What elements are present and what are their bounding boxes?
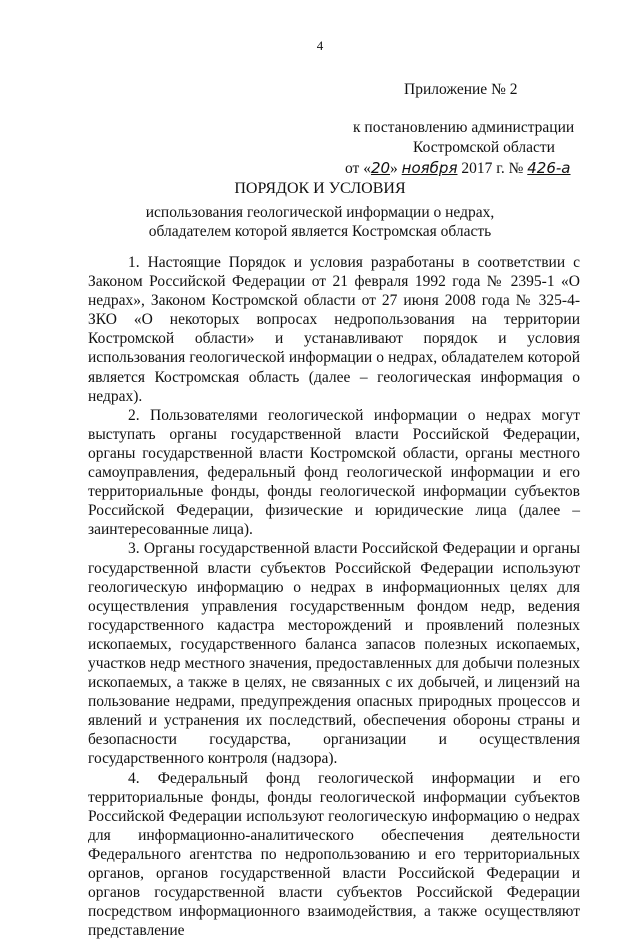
paragraph-1: 1. Настоящие Порядок и условия разработаны в соответствии с Законом Российской Федерации от 21 февраля 1992 года № 2395-1 «О недрах», Законом Костромской области от 27 июня 2008 года № 325-4-ЗКО «О некоторых вопросах недропользования на территории Костромской области» и устанавливают порядок и условия использования геологической информации о недрах, обладателем которой является Костромская область (далее – геологическая информация о недрах).	[88, 254, 580, 405]
subtitle-line: обладателем которой является Костромская область	[148, 223, 492, 240]
subtitle-line: использования геологической информации о недрах,	[145, 204, 495, 221]
document-title: ПОРЯДОК И УСЛОВИЯ	[234, 180, 406, 197]
date-prefix: от «	[345, 160, 371, 177]
resolution-number: 426-а	[527, 159, 571, 177]
appendix-label: Приложение № 2	[404, 81, 518, 98]
document-subtitle	[0, 203, 640, 241]
paragraph-2: 2. Пользователями геологической информации о недрах могут выступать органы государственной власти Российской Федерации, органы государственной власти Костромской области, органы местного самоуправления, федеральный фонд геологической информации и его территориальные фонды, фонды геологической информации субъектов Российской Федерации, физические и юридические лица (далее – заинтересованные лица).	[88, 406, 580, 539]
page-number: 4	[316, 38, 324, 53]
resolution-date-line	[345, 158, 585, 179]
resolution-line: к постановлению администрации	[353, 119, 575, 136]
resolution-line: Костромской области	[413, 139, 555, 156]
paragraph-4: 4. Федеральный фонд геологической информации и его территориальные фонды, фонды геологической информации субъектов Российской Федерации используют геологическую информацию о недрах для информационно-аналитического обеспечения деятельности Федерального агентства по недропользованию и его территориальных органов, органов государственной власти Российской Федерации и органов государственной власти субъектов Российской Федерации посредством информационного взаимодействия, а также осуществляют представление	[88, 769, 580, 940]
paragraph-3: 3. Органы государственной власти Российской Федерации и органы государственной власти субъектов Российской Федерации используют геологическую информацию о недрах в информационных целях для осуществления управления государственным фондом недр, ведения государственного кадастра месторождений и проявлений полезных ископаемых, государственного баланса запасов полезных ископаемых, участков недр местного значения, предоставленных для добычи полезных ископаемых, а также в целях, не связанных с их добычей, и лицензий на пользование недрами, предупреждения опасных природных процессов и явлений и устранения их последствий, обеспечения обороны страны и безопасности государства, организации и осуществления государственного контроля (надзора).	[88, 540, 580, 768]
date-month: ноября	[401, 159, 458, 177]
date-mid: »	[390, 160, 402, 177]
resolution-reference	[345, 118, 585, 179]
date-year: 2017 г. №	[457, 160, 528, 177]
document-body	[88, 253, 580, 940]
date-day: 20	[370, 159, 391, 177]
